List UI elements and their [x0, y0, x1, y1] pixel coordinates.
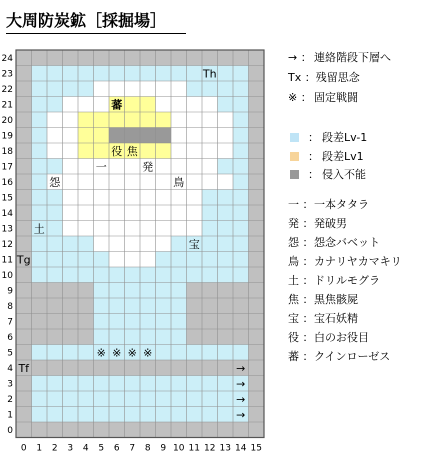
- legend-swatch: [290, 152, 299, 161]
- y-axis-label: 1: [7, 410, 13, 421]
- legend-item: [288, 167, 366, 181]
- x-axis-label: 14: [235, 443, 247, 454]
- legend-item: [288, 349, 390, 363]
- y-axis-label: 15: [1, 193, 13, 204]
- legend-swatch: [290, 133, 299, 142]
- legend-key: 発 ：: [288, 217, 314, 230]
- map-marker: Tg: [16, 253, 31, 267]
- legend-key: 役 ：: [288, 331, 314, 344]
- legend-label: クインローゼス: [314, 350, 391, 363]
- x-axis-label: 15: [250, 443, 262, 454]
- y-axis-label: 4: [7, 363, 13, 374]
- floor-region: [63, 190, 203, 237]
- y-axis-label: 6: [7, 332, 13, 343]
- x-axis-label: 9: [160, 443, 167, 454]
- legend-label: 固定戦闘: [314, 91, 358, 104]
- legend-label: 怨念バベット: [314, 236, 380, 249]
- legend-item: [288, 273, 380, 287]
- x-axis-label: 11: [188, 443, 200, 454]
- legend-label: 発破男: [314, 217, 347, 230]
- legend-item: [288, 50, 391, 64]
- map-marker: 発: [142, 160, 154, 174]
- x-axis-label: 0: [20, 443, 27, 454]
- y-axis-label: 3: [7, 379, 13, 390]
- map-marker: 蕃: [111, 98, 123, 112]
- legend-item: [288, 90, 358, 104]
- legend-separator: ：: [308, 150, 319, 163]
- legend-label: 一本タタラ: [314, 198, 369, 211]
- legend-item: [288, 235, 380, 249]
- y-axis-label: 20: [1, 115, 13, 126]
- map-marker: 宝: [188, 237, 200, 251]
- y-axis-label: 18: [1, 146, 13, 157]
- page-title: 大周防炭鉱［採掘場］: [6, 11, 167, 30]
- x-axis-label: 1: [36, 443, 43, 454]
- y-axis-label: 13: [1, 224, 13, 235]
- y-axis-label: 10: [1, 270, 13, 281]
- legend-label: 宝石妖精: [314, 312, 358, 325]
- legend-label: カナリヤカマキリ: [314, 255, 402, 268]
- legend-separator: ：: [308, 168, 319, 181]
- map-marker: 一: [95, 160, 107, 174]
- legend-item: [288, 330, 369, 344]
- map-marker: ※: [127, 346, 137, 360]
- legend-key: 焦 ：: [288, 293, 314, 306]
- map-marker: ※: [143, 346, 153, 360]
- y-axis-label: 12: [1, 239, 13, 250]
- legend-label: 白のお役目: [314, 331, 369, 344]
- legend-key: ※ ：: [288, 91, 312, 104]
- x-axis-label: 13: [219, 443, 231, 454]
- y-axis-label: 11: [1, 255, 13, 266]
- y-axis-label: 9: [7, 286, 13, 297]
- legend-key: 土 ：: [288, 274, 314, 287]
- map-marker: 役: [111, 144, 123, 158]
- y-axis-label: 2: [7, 394, 13, 405]
- y-axis-label: 5: [7, 348, 13, 359]
- map-marker: →: [236, 361, 246, 375]
- legend-key: 宝 ：: [288, 312, 314, 325]
- y-axis-label: 19: [1, 131, 13, 142]
- y-axis-label: 0: [7, 425, 13, 436]
- y-axis-label: 8: [7, 301, 13, 312]
- floor-region: [109, 252, 156, 268]
- y-axis-label: 17: [1, 162, 13, 173]
- legend-key: 蕃 ：: [288, 350, 314, 363]
- legend-label: 黒焦骸屍: [314, 293, 358, 306]
- map-marker: ※: [112, 346, 122, 360]
- y-axis-label: 14: [1, 208, 13, 219]
- legend-item: [288, 70, 360, 84]
- legend-key: Tx ：: [288, 71, 316, 84]
- legend-item: [288, 149, 364, 163]
- x-axis-label: 4: [82, 443, 89, 454]
- legend-item: [288, 254, 402, 268]
- legend-swatch: [290, 170, 299, 179]
- y-axis-label: 23: [1, 69, 13, 80]
- legend-item: [288, 292, 358, 306]
- x-axis-label: 12: [204, 443, 216, 454]
- map-marker: Tf: [18, 361, 30, 375]
- legend-label: 連絡階段下層へ: [314, 51, 391, 64]
- map-marker: Th: [202, 67, 217, 81]
- map-marker: →: [236, 392, 246, 406]
- x-axis-label: 8: [144, 443, 151, 454]
- legend-separator: ：: [308, 131, 319, 144]
- x-axis-label: 10: [173, 443, 185, 454]
- legend-key: 鳥 ：: [288, 255, 314, 268]
- legend-label: 段差Lv-1: [322, 131, 368, 144]
- y-axis-label: 22: [1, 84, 13, 95]
- map-marker: 鳥: [173, 175, 185, 189]
- x-axis-label: 3: [67, 443, 74, 454]
- y-axis-label: 7: [7, 317, 13, 328]
- legend-item: [288, 311, 358, 325]
- map-marker: 怨: [49, 175, 61, 189]
- x-axis-label: 5: [98, 443, 105, 454]
- legend-item: [288, 130, 367, 144]
- map-marker: 焦: [126, 144, 138, 158]
- legend-label: 侵入不能: [322, 168, 366, 181]
- legend-key: → ：: [288, 51, 312, 64]
- legend-item: [288, 197, 369, 211]
- legend-label: ドリルモグラ: [314, 274, 380, 287]
- legend-key: 一 ：: [288, 198, 314, 211]
- legend-key: 怨 ：: [288, 236, 314, 249]
- map-marker: 土: [33, 222, 45, 236]
- y-axis-label: 24: [1, 53, 13, 64]
- y-axis-label: 16: [1, 177, 13, 188]
- x-axis-label: 7: [129, 443, 136, 454]
- map-marker: →: [236, 408, 246, 422]
- map-marker: ※: [96, 346, 106, 360]
- floor-region: [94, 236, 172, 252]
- legend-label: 残留思念: [315, 71, 360, 84]
- map-marker: →: [236, 377, 246, 391]
- x-axis-label: 2: [51, 443, 58, 454]
- legend-label: 段差Lv1: [322, 150, 364, 163]
- y-axis-label: 21: [1, 100, 13, 111]
- x-axis-label: 6: [113, 443, 120, 454]
- legend-item: [288, 216, 347, 230]
